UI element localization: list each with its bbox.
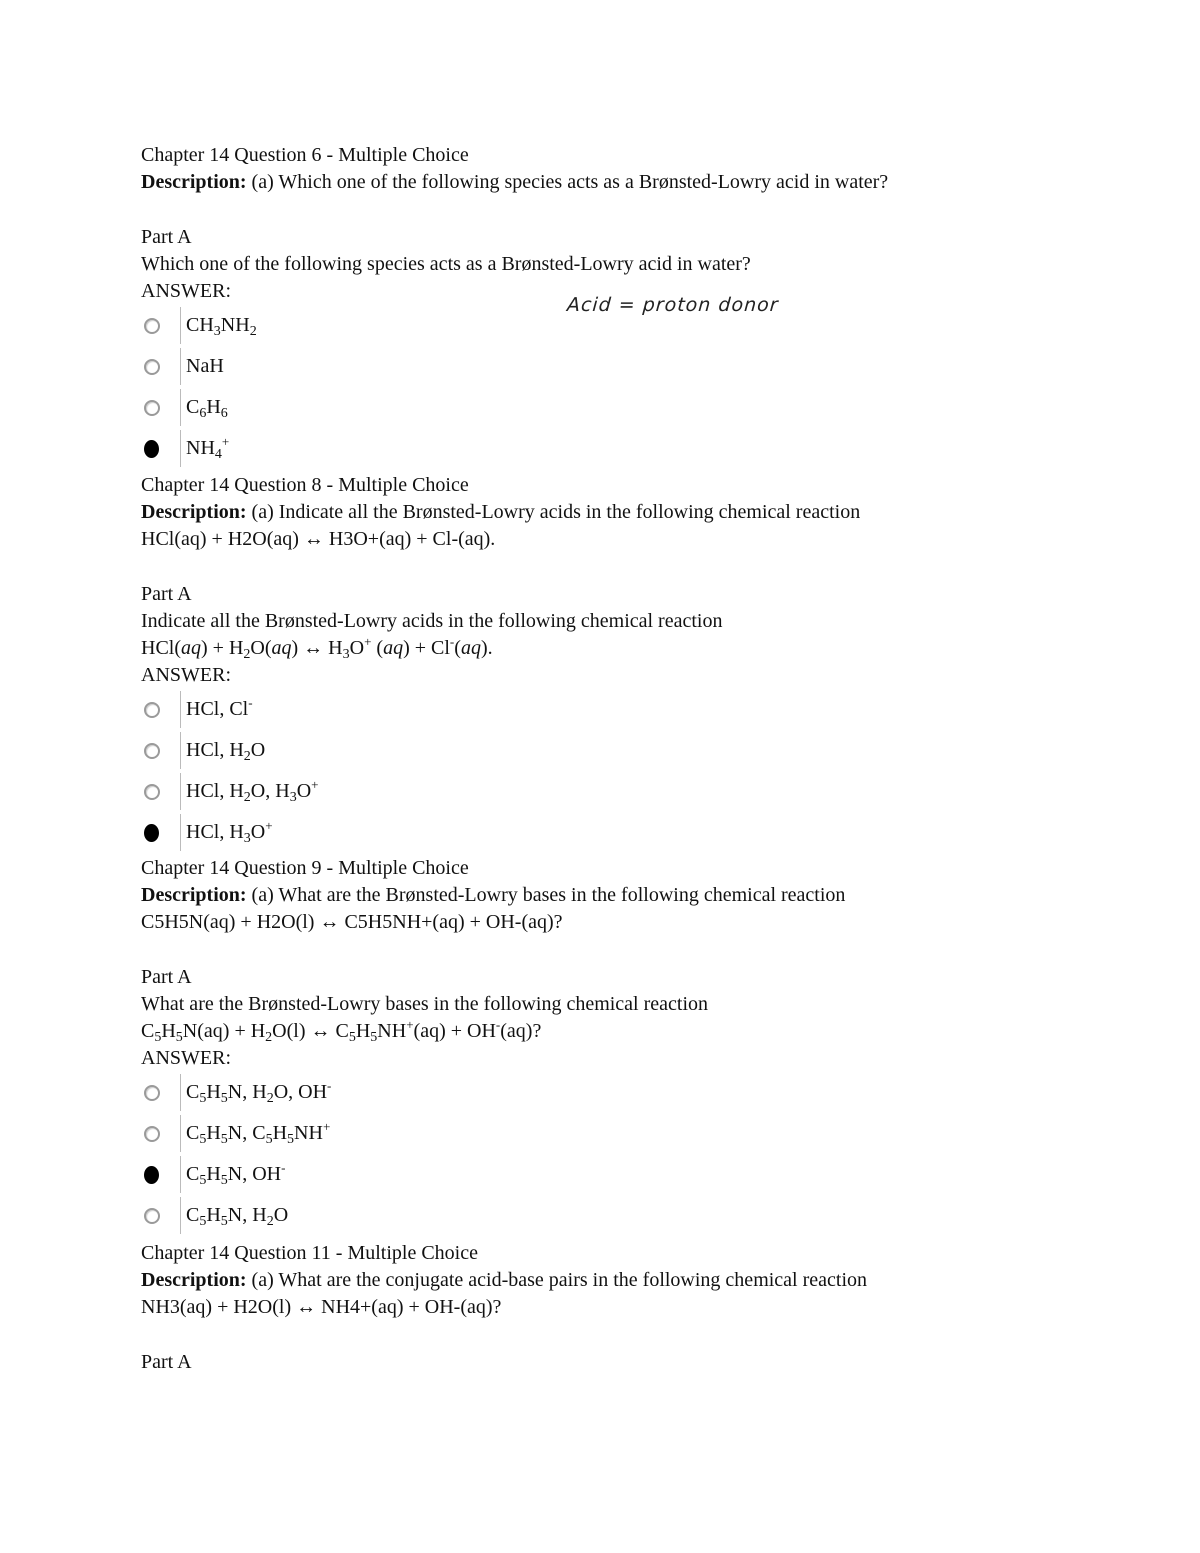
option-label: [186, 394, 228, 421]
text-segment: 2: [243, 749, 251, 764]
text-segment: Which one of the following species acts as a Brønsted-Lowry acid in water?: [141, 253, 751, 275]
text-segment: O(l) ↔ C: [272, 1020, 349, 1042]
text-segment: 5: [348, 1030, 356, 1045]
radio-unselected-icon[interactable]: [144, 743, 160, 759]
text-segment: +: [406, 1017, 414, 1032]
answer-option[interactable]: [141, 346, 1140, 387]
text-segment: (a) What are the Brønsted-Lowry bases in the following chemical reaction: [246, 884, 846, 906]
text-segment: NH: [377, 1020, 407, 1042]
text-segment: NH3(aq) + H2O(l) ↔ NH4+(aq) + OH-(aq)?: [141, 1296, 502, 1318]
radio-unselected-icon[interactable]: [144, 400, 160, 416]
radio-unselected-icon[interactable]: [144, 1085, 160, 1101]
text-segment: H: [206, 1081, 221, 1103]
question-description: [141, 909, 1140, 936]
text-segment: 5: [154, 1030, 162, 1045]
answer-option[interactable]: [141, 387, 1140, 428]
option-label: [186, 1202, 288, 1229]
text-segment: HCl(: [141, 637, 181, 659]
text-segment: 5: [175, 1030, 183, 1045]
text-segment: (a) Indicate all the Brønsted-Lowry acids in the following chemical reaction: [246, 501, 861, 523]
text-segment: C: [186, 1204, 200, 1226]
option-divider: [180, 1115, 181, 1152]
question-block: [141, 142, 1140, 469]
spacer: [141, 936, 1140, 964]
text-segment: 5: [220, 1214, 228, 1229]
text-segment: H: [206, 396, 221, 418]
text-segment: H: [206, 1204, 221, 1226]
option-divider: [180, 732, 181, 769]
option-divider: [180, 1074, 181, 1111]
answer-option[interactable]: [141, 1113, 1140, 1154]
text-segment: -: [248, 695, 253, 710]
text-segment: 5: [220, 1091, 228, 1106]
text-segment: 2: [266, 1214, 274, 1229]
text-segment: Description:: [141, 501, 247, 523]
text-segment: 2: [249, 324, 257, 339]
text-segment: What are the Brønsted-Lowry bases in the following chemical reaction: [141, 993, 709, 1015]
radio-selected-icon[interactable]: [144, 824, 159, 842]
option-divider: [180, 1197, 181, 1234]
text-segment: 2: [266, 1091, 274, 1106]
text-segment: (aq) + OH: [413, 1020, 496, 1042]
text-segment: NH: [294, 1122, 323, 1144]
answer-label: ANSWER:: [141, 1047, 231, 1069]
text-segment: C: [186, 1122, 200, 1144]
question-title: Chapter 14 Question 9 - Multiple Choice: [141, 857, 469, 879]
option-divider: [180, 348, 181, 385]
answer-label: ANSWER:: [141, 664, 231, 686]
text-segment: 2: [265, 1030, 273, 1045]
text-segment: O(: [250, 637, 272, 659]
radio-unselected-icon[interactable]: [144, 1126, 160, 1142]
option-label: [186, 435, 229, 462]
text-segment: 5: [220, 1173, 228, 1188]
answer-option[interactable]: [141, 689, 1140, 730]
text-segment: 5: [199, 1214, 207, 1229]
text-segment: O: [349, 637, 365, 659]
text-segment: -: [495, 1017, 501, 1032]
option-divider: [180, 1156, 181, 1193]
radio-selected-icon[interactable]: [144, 1166, 159, 1184]
text-segment: C: [186, 1081, 200, 1103]
text-segment: ) + H: [201, 637, 244, 659]
answer-label: ANSWER:: [141, 280, 231, 302]
text-segment: H: [206, 1122, 221, 1144]
text-segment: CH: [186, 314, 214, 336]
text-segment: 5: [265, 1132, 273, 1147]
text-segment: O, OH: [273, 1081, 328, 1103]
text-segment: +: [322, 1119, 331, 1134]
text-segment: 5: [199, 1132, 207, 1147]
text-segment: 5: [220, 1132, 228, 1147]
answer-option[interactable]: [141, 730, 1140, 771]
question-title: Chapter 14 Question 8 - Multiple Choice: [141, 474, 469, 496]
text-segment: 3: [342, 647, 350, 662]
text-segment: Description:: [141, 171, 247, 193]
question-block: [141, 1240, 1140, 1376]
radio-unselected-icon[interactable]: [144, 702, 160, 718]
radio-unselected-icon[interactable]: [144, 318, 160, 334]
option-label: [186, 696, 253, 723]
text-segment: 5: [287, 1132, 295, 1147]
text-segment: 3: [243, 831, 251, 846]
option-label: [186, 778, 318, 805]
option-label: [186, 353, 224, 380]
text-segment: +: [364, 634, 372, 649]
question-description: [141, 169, 1140, 196]
text-segment: C: [141, 1020, 155, 1042]
option-divider: [180, 307, 181, 344]
option-label: [186, 1120, 330, 1147]
text-segment: O: [296, 780, 312, 802]
text-segment: Indicate all the Brønsted-Lowry acids in the following chemical reaction: [141, 610, 723, 632]
option-divider: [180, 389, 181, 426]
question-title: Chapter 14 Question 6 - Multiple Choice: [141, 144, 469, 166]
text-segment: HCl, Cl: [186, 698, 249, 720]
answer-option[interactable]: [141, 1195, 1140, 1236]
question-prompt: [141, 635, 1140, 662]
text-segment: O: [273, 1204, 289, 1226]
question-prompt: [141, 991, 1140, 1018]
text-segment: +: [221, 434, 230, 449]
handwritten-note: Acid = proton donor: [566, 294, 780, 316]
text-segment: C: [186, 396, 200, 418]
text-segment: O: [250, 821, 266, 843]
text-segment: H: [355, 1020, 371, 1042]
question-title: Chapter 14 Question 11 - Multiple Choice: [141, 1242, 478, 1264]
text-segment: H: [272, 1122, 288, 1144]
option-label: [186, 819, 273, 846]
radio-unselected-icon[interactable]: [144, 1208, 160, 1224]
text-segment: +: [311, 777, 319, 792]
text-segment: 5: [199, 1173, 207, 1188]
text-segment: C: [186, 1163, 200, 1185]
question-block: [141, 855, 1140, 1236]
text-segment: 4: [214, 447, 222, 462]
radio-unselected-icon[interactable]: [144, 359, 160, 375]
spacer: [141, 1321, 1140, 1349]
text-segment: HCl, H: [186, 739, 244, 761]
text-segment: N, OH: [227, 1163, 282, 1185]
text-segment: 5: [370, 1030, 378, 1045]
option-divider: [180, 691, 181, 728]
spacer: [141, 553, 1140, 581]
text-segment: 5: [199, 1091, 207, 1106]
option-divider: [180, 814, 181, 851]
option-label: [186, 312, 257, 339]
option-label: [186, 1161, 285, 1188]
text-segment: ) + Cl: [403, 637, 450, 659]
text-segment: ) ↔ H: [291, 637, 343, 659]
question-prompt: [141, 608, 1140, 635]
part-label: Part A: [141, 1351, 192, 1373]
text-segment: HCl(aq) + H2O(aq) ↔ H3O+(aq) + Cl-(aq).: [141, 528, 496, 550]
text-segment: -: [281, 1160, 286, 1175]
answer-option[interactable]: [141, 428, 1140, 469]
part-label: Part A: [141, 226, 192, 248]
text-segment: (: [371, 637, 384, 659]
text-segment: N, H: [227, 1204, 267, 1226]
question-description: [141, 1267, 1140, 1294]
question-description: [141, 1294, 1140, 1321]
text-segment: 3: [213, 324, 221, 339]
question-description: [141, 526, 1140, 553]
text-segment: HCl, H: [186, 821, 244, 843]
text-segment: H: [161, 1020, 176, 1042]
option-label: [186, 737, 265, 764]
text-segment: aq: [181, 637, 201, 659]
text-segment: Description:: [141, 1269, 247, 1291]
option-divider: [180, 430, 181, 467]
text-segment: aq: [460, 637, 481, 659]
text-segment: (a) Which one of the following species acts as a Brønsted-Lowry acid in water?: [246, 171, 889, 193]
text-segment: +: [265, 818, 273, 833]
answer-option[interactable]: [141, 812, 1140, 853]
part-label: Part A: [141, 966, 192, 988]
text-segment: Description:: [141, 884, 247, 906]
question-block: [141, 472, 1140, 853]
text-segment: 3: [289, 790, 297, 805]
text-segment: 6: [220, 406, 228, 421]
answer-option[interactable]: [141, 771, 1140, 812]
text-segment: aq: [383, 637, 404, 659]
text-segment: NH: [186, 437, 215, 459]
text-segment: (: [454, 637, 461, 659]
option-label: [186, 1079, 331, 1106]
text-segment: 2: [243, 647, 251, 662]
text-segment: 2: [243, 790, 251, 805]
radio-unselected-icon[interactable]: [144, 784, 160, 800]
text-segment: N, C: [227, 1122, 266, 1144]
text-segment: 6: [199, 406, 207, 421]
text-segment: N(aq) + H: [182, 1020, 266, 1042]
spacer: [141, 196, 1140, 224]
question-prompt: [141, 1018, 1140, 1045]
text-segment: C5H5N(aq) + H2O(l) ↔ C5H5NH+(aq) + OH-(aq)?: [141, 911, 563, 933]
text-segment: N, H: [227, 1081, 267, 1103]
text-segment: NaH: [186, 355, 224, 377]
text-segment: O: [250, 739, 266, 761]
option-divider: [180, 773, 181, 810]
radio-selected-icon[interactable]: [144, 440, 159, 458]
answer-option[interactable]: [141, 1072, 1140, 1113]
answer-option[interactable]: [141, 1154, 1140, 1195]
text-segment: NH: [220, 314, 250, 336]
text-segment: ).: [480, 637, 493, 659]
text-segment: HCl, H: [186, 780, 244, 802]
question-prompt: [141, 251, 1140, 278]
text-segment: (a) What are the conjugate acid-base pairs in the following chemical reaction: [246, 1269, 868, 1291]
text-segment: O, H: [250, 780, 290, 802]
question-description: [141, 499, 1140, 526]
question-description: [141, 882, 1140, 909]
text-segment: -: [327, 1078, 332, 1093]
text-segment: aq: [271, 637, 292, 659]
text-segment: (aq)?: [500, 1020, 542, 1042]
answer-option[interactable]: [141, 305, 1140, 346]
text-segment: -: [449, 634, 455, 649]
text-segment: H: [206, 1163, 221, 1185]
part-label: Part A: [141, 583, 192, 605]
